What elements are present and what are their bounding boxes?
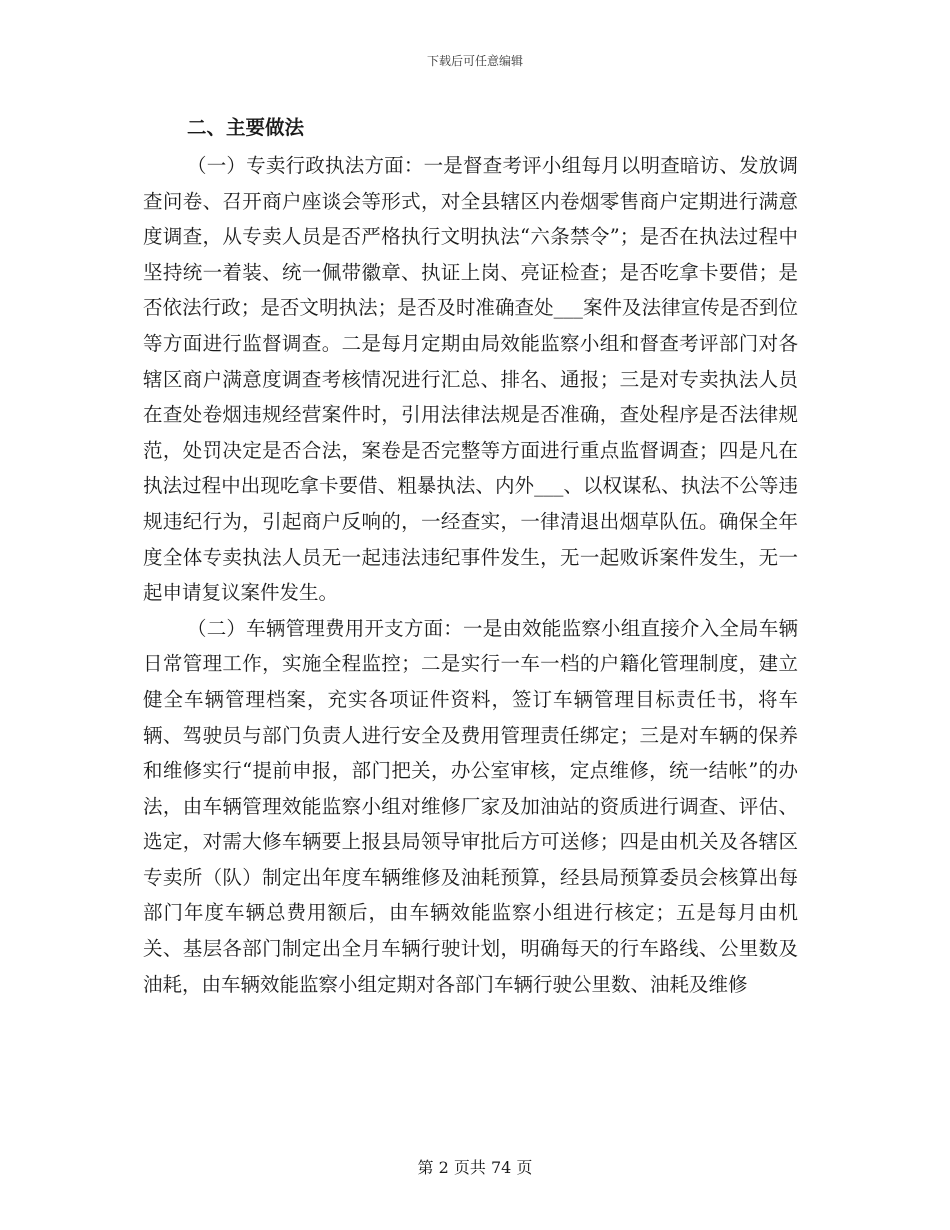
paragraph-law-enforcement: （一）专卖行政执法方面：一是督查考评小组每月以明查暗访、发放调查问卷、召开商户座谈会等形式，对全县辖区内卷烟零售商户定期进行满意度调查，从专卖人员是否严格执行文明执法“六条禁令”；是否在执法过程中坚持统一着装、统一佩带徽章、执证上岗、亮证检查；是否吃拿卡要借；是否依法行政；是否文明执法；是否及时准确查处___案件及法律宣传是否到位等方面进行监督调查。二是每月定期由局效能监察小组和督查考评部门对各辖区商户满意度调查考核情况进行汇总、排名、通报；三是对专卖执法人员在查处卷烟违规经营案件时，引用法律法规是否准确，查处程序是否法律规范，处罚决定是否合法，案卷是否完整等方面进行重点监督调查；四是凡在执法过程中出现吃拿卡要借、粗暴执法、内外___、以权谋私、执法不公等违规违纪行为，引起商户反响的，一经查实，一律清退出烟草队伍。确保全年度全体专卖执法人员无一起违法违纪事件发生，无一起败诉案件发生，无一起申请复议案件发生。 — [143, 154, 798, 605]
page-number: 第 2 页共 74 页 — [417, 1158, 533, 1177]
section-heading: 二、主要做法 — [187, 116, 305, 139]
document-body — [143, 108, 798, 1002]
header-note: 下载后可任意编辑 — [426, 54, 523, 68]
paragraph-vehicle-management: （二）车辆管理费用开支方面：一是由效能监察小组直接介入全局车辆日常管理工作，实施全程监控；二是实行一车一档的户籍化管理制度，建立健全车辆管理档案，充实各项证件资料，签订车辆管理目标责任书，将车辆、驾驶员与部门负责人进行安全及费用管理责任绑定；三是对车辆的保养和维修实行“提前申报，部门把关，办公室审核，定点维修，统一结帐”的办法，由车辆管理效能监察小组对维修厂家及加油站的资质进行调查、评估、选定，对需大修车辆要上报县局领导审批后方可送修；四是由机关及各辖区专卖所（队）制定出年度车辆维修及油耗预算，经县局预算委员会核算出每部门年度车辆总费用额后，由车辆效能监察小组进行核定；五是每月由机关、基层各部门制定出全月车辆行驶计划，明确每天的行车路线、公里数及油耗，由车辆效能监察小组定期对各部门车辆行驶公里数、油耗及维修 — [143, 616, 798, 996]
